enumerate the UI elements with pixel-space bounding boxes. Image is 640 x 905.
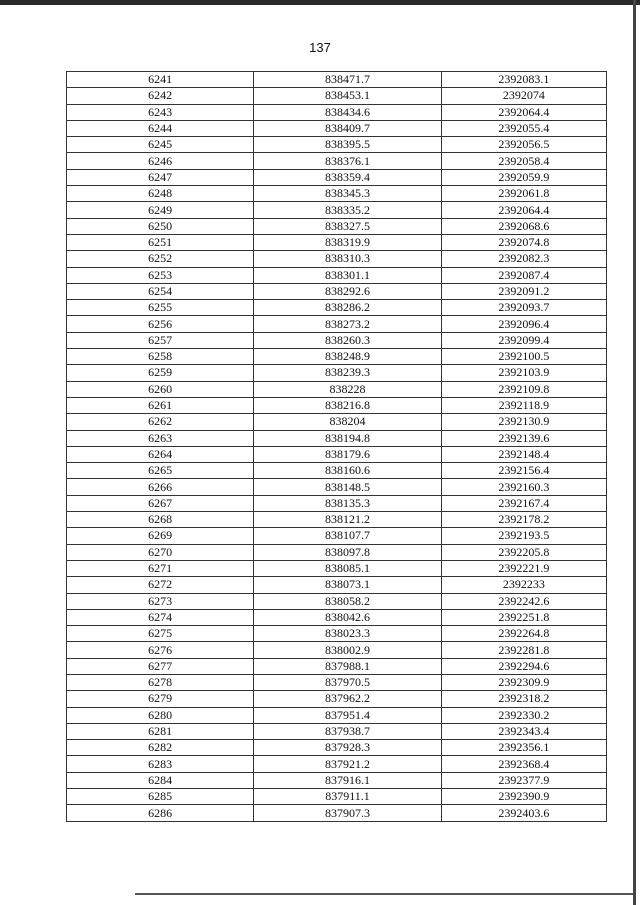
x-coordinate-cell: 838228 xyxy=(254,381,441,397)
y-coordinate-cell: 2392093.7 xyxy=(441,300,606,316)
point-id-cell: 6258 xyxy=(67,349,254,365)
x-coordinate-cell: 837951.4 xyxy=(254,707,441,723)
table-row xyxy=(67,674,607,690)
point-id-cell: 6241 xyxy=(67,72,254,88)
table-row xyxy=(67,723,607,739)
x-coordinate-cell: 838073.1 xyxy=(254,577,441,593)
page-bottom-border xyxy=(135,893,633,895)
point-id-cell: 6252 xyxy=(67,251,254,267)
point-id-cell: 6242 xyxy=(67,88,254,104)
table-row xyxy=(67,153,607,169)
y-coordinate-cell: 2392087.4 xyxy=(441,267,606,283)
page-top-border xyxy=(0,0,640,5)
point-id-cell: 6257 xyxy=(67,332,254,348)
y-coordinate-cell: 2392118.9 xyxy=(441,397,606,413)
point-id-cell: 6282 xyxy=(67,740,254,756)
point-id-cell: 6280 xyxy=(67,707,254,723)
table-row xyxy=(67,218,607,234)
x-coordinate-cell: 838395.5 xyxy=(254,137,441,153)
table-row xyxy=(67,202,607,218)
point-id-cell: 6274 xyxy=(67,609,254,625)
x-coordinate-cell: 838273.2 xyxy=(254,316,441,332)
table-row xyxy=(67,560,607,576)
table-row xyxy=(67,120,607,136)
y-coordinate-cell: 2392074 xyxy=(441,88,606,104)
x-coordinate-cell: 838376.1 xyxy=(254,153,441,169)
point-id-cell: 6262 xyxy=(67,414,254,430)
point-id-cell: 6255 xyxy=(67,300,254,316)
point-id-cell: 6259 xyxy=(67,365,254,381)
x-coordinate-cell: 838194.8 xyxy=(254,430,441,446)
table-row xyxy=(67,414,607,430)
point-id-cell: 6276 xyxy=(67,642,254,658)
point-id-cell: 6267 xyxy=(67,495,254,511)
point-id-cell: 6284 xyxy=(67,772,254,788)
point-id-cell: 6263 xyxy=(67,430,254,446)
y-coordinate-cell: 2392251.8 xyxy=(441,609,606,625)
x-coordinate-cell: 838097.8 xyxy=(254,544,441,560)
y-coordinate-cell: 2392233 xyxy=(441,577,606,593)
x-coordinate-cell: 838335.2 xyxy=(254,202,441,218)
point-id-cell: 6273 xyxy=(67,593,254,609)
y-coordinate-cell: 2392377.9 xyxy=(441,772,606,788)
table-row xyxy=(67,691,607,707)
point-id-cell: 6271 xyxy=(67,560,254,576)
x-coordinate-cell: 837907.3 xyxy=(254,805,441,821)
x-coordinate-cell: 837938.7 xyxy=(254,723,441,739)
y-coordinate-cell: 2392221.9 xyxy=(441,560,606,576)
table-row xyxy=(67,658,607,674)
point-id-cell: 6245 xyxy=(67,137,254,153)
point-id-cell: 6264 xyxy=(67,446,254,462)
table-row xyxy=(67,593,607,609)
point-id-cell: 6247 xyxy=(67,169,254,185)
y-coordinate-cell: 2392082.3 xyxy=(441,251,606,267)
x-coordinate-cell: 838204 xyxy=(254,414,441,430)
table-row xyxy=(67,544,607,560)
table-row xyxy=(67,609,607,625)
y-coordinate-cell: 2392130.9 xyxy=(441,414,606,430)
table-row xyxy=(67,463,607,479)
x-coordinate-cell: 838239.3 xyxy=(254,365,441,381)
y-coordinate-cell: 2392309.9 xyxy=(441,674,606,690)
point-id-cell: 6278 xyxy=(67,674,254,690)
table-row xyxy=(67,397,607,413)
x-coordinate-cell: 838042.6 xyxy=(254,609,441,625)
x-coordinate-cell: 838310.3 xyxy=(254,251,441,267)
x-coordinate-cell: 838085.1 xyxy=(254,560,441,576)
x-coordinate-cell: 838292.6 xyxy=(254,283,441,299)
y-coordinate-cell: 2392294.6 xyxy=(441,658,606,674)
y-coordinate-cell: 2392099.4 xyxy=(441,332,606,348)
x-coordinate-cell: 837988.1 xyxy=(254,658,441,674)
x-coordinate-cell: 838135.3 xyxy=(254,495,441,511)
x-coordinate-cell: 838409.7 xyxy=(254,120,441,136)
y-coordinate-cell: 2392068.6 xyxy=(441,218,606,234)
x-coordinate-cell: 838319.9 xyxy=(254,234,441,250)
y-coordinate-cell: 2392056.5 xyxy=(441,137,606,153)
table-row xyxy=(67,805,607,821)
y-coordinate-cell: 2392074.8 xyxy=(441,234,606,250)
x-coordinate-cell: 838301.1 xyxy=(254,267,441,283)
table-row xyxy=(67,512,607,528)
x-coordinate-cell: 837916.1 xyxy=(254,772,441,788)
x-coordinate-cell: 837970.5 xyxy=(254,674,441,690)
point-id-cell: 6269 xyxy=(67,528,254,544)
x-coordinate-cell: 838148.5 xyxy=(254,479,441,495)
table-row xyxy=(67,740,607,756)
table-row xyxy=(67,137,607,153)
x-coordinate-cell: 837962.2 xyxy=(254,691,441,707)
x-coordinate-cell: 837928.3 xyxy=(254,740,441,756)
point-id-cell: 6261 xyxy=(67,397,254,413)
table-row xyxy=(67,104,607,120)
point-id-cell: 6275 xyxy=(67,626,254,642)
y-coordinate-cell: 2392205.8 xyxy=(441,544,606,560)
table-row xyxy=(67,88,607,104)
table-row xyxy=(67,577,607,593)
x-coordinate-cell: 837921.2 xyxy=(254,756,441,772)
table-row xyxy=(67,72,607,88)
table-row xyxy=(67,300,607,316)
point-id-cell: 6254 xyxy=(67,283,254,299)
table-row xyxy=(67,251,607,267)
y-coordinate-cell: 2392318.2 xyxy=(441,691,606,707)
point-id-cell: 6270 xyxy=(67,544,254,560)
table-row xyxy=(67,772,607,788)
y-coordinate-cell: 2392083.1 xyxy=(441,72,606,88)
table-row xyxy=(67,267,607,283)
y-coordinate-cell: 2392160.3 xyxy=(441,479,606,495)
y-coordinate-cell: 2392390.9 xyxy=(441,789,606,805)
point-id-cell: 6277 xyxy=(67,658,254,674)
point-id-cell: 6283 xyxy=(67,756,254,772)
y-coordinate-cell: 2392061.8 xyxy=(441,186,606,202)
y-coordinate-cell: 2392091.2 xyxy=(441,283,606,299)
point-id-cell: 6246 xyxy=(67,153,254,169)
table-row xyxy=(67,642,607,658)
point-id-cell: 6250 xyxy=(67,218,254,234)
table-row xyxy=(67,626,607,642)
x-coordinate-cell: 838345.3 xyxy=(254,186,441,202)
y-coordinate-cell: 2392343.4 xyxy=(441,723,606,739)
y-coordinate-cell: 2392242.6 xyxy=(441,593,606,609)
x-coordinate-cell: 838359.4 xyxy=(254,169,441,185)
y-coordinate-cell: 2392368.4 xyxy=(441,756,606,772)
x-coordinate-cell: 837911.1 xyxy=(254,789,441,805)
point-id-cell: 6279 xyxy=(67,691,254,707)
y-coordinate-cell: 2392193.5 xyxy=(441,528,606,544)
table-row xyxy=(67,446,607,462)
y-coordinate-cell: 2392139.6 xyxy=(441,430,606,446)
point-id-cell: 6256 xyxy=(67,316,254,332)
table-row xyxy=(67,349,607,365)
coordinates-table xyxy=(66,71,607,822)
x-coordinate-cell: 838216.8 xyxy=(254,397,441,413)
x-coordinate-cell: 838160.6 xyxy=(254,463,441,479)
y-coordinate-cell: 2392156.4 xyxy=(441,463,606,479)
x-coordinate-cell: 838002.9 xyxy=(254,642,441,658)
point-id-cell: 6243 xyxy=(67,104,254,120)
y-coordinate-cell: 2392178.2 xyxy=(441,512,606,528)
y-coordinate-cell: 2392403.6 xyxy=(441,805,606,821)
table-row xyxy=(67,495,607,511)
y-coordinate-cell: 2392330.2 xyxy=(441,707,606,723)
point-id-cell: 6248 xyxy=(67,186,254,202)
x-coordinate-cell: 838058.2 xyxy=(254,593,441,609)
point-id-cell: 6260 xyxy=(67,381,254,397)
x-coordinate-cell: 838286.2 xyxy=(254,300,441,316)
x-coordinate-cell: 838179.6 xyxy=(254,446,441,462)
x-coordinate-cell: 838434.6 xyxy=(254,104,441,120)
y-coordinate-cell: 2392100.5 xyxy=(441,349,606,365)
point-id-cell: 6285 xyxy=(67,789,254,805)
point-id-cell: 6244 xyxy=(67,120,254,136)
point-id-cell: 6272 xyxy=(67,577,254,593)
point-id-cell: 6286 xyxy=(67,805,254,821)
y-coordinate-cell: 2392059.9 xyxy=(441,169,606,185)
y-coordinate-cell: 2392064.4 xyxy=(441,202,606,218)
x-coordinate-cell: 838471.7 xyxy=(254,72,441,88)
y-coordinate-cell: 2392055.4 xyxy=(441,120,606,136)
y-coordinate-cell: 2392281.8 xyxy=(441,642,606,658)
point-id-cell: 6268 xyxy=(67,512,254,528)
table-row xyxy=(67,528,607,544)
table-row xyxy=(67,756,607,772)
y-coordinate-cell: 2392356.1 xyxy=(441,740,606,756)
table-row xyxy=(67,430,607,446)
point-id-cell: 6265 xyxy=(67,463,254,479)
y-coordinate-cell: 2392264.8 xyxy=(441,626,606,642)
point-id-cell: 6251 xyxy=(67,234,254,250)
table-row xyxy=(67,332,607,348)
x-coordinate-cell: 838248.9 xyxy=(254,349,441,365)
table-row xyxy=(67,381,607,397)
x-coordinate-cell: 838121.2 xyxy=(254,512,441,528)
page-number: 137 xyxy=(309,40,331,55)
point-id-cell: 6281 xyxy=(67,723,254,739)
y-coordinate-cell: 2392096.4 xyxy=(441,316,606,332)
table-row xyxy=(67,316,607,332)
page-right-border xyxy=(633,0,636,905)
x-coordinate-cell: 838107.7 xyxy=(254,528,441,544)
x-coordinate-cell: 838023.3 xyxy=(254,626,441,642)
x-coordinate-cell: 838327.5 xyxy=(254,218,441,234)
point-id-cell: 6266 xyxy=(67,479,254,495)
table-row xyxy=(67,479,607,495)
y-coordinate-cell: 2392058.4 xyxy=(441,153,606,169)
point-id-cell: 6253 xyxy=(67,267,254,283)
table-row xyxy=(67,234,607,250)
y-coordinate-cell: 2392103.9 xyxy=(441,365,606,381)
y-coordinate-cell: 2392167.4 xyxy=(441,495,606,511)
y-coordinate-cell: 2392148.4 xyxy=(441,446,606,462)
point-id-cell: 6249 xyxy=(67,202,254,218)
x-coordinate-cell: 838260.3 xyxy=(254,332,441,348)
table-row xyxy=(67,789,607,805)
table-row xyxy=(67,186,607,202)
table-row xyxy=(67,169,607,185)
y-coordinate-cell: 2392109.8 xyxy=(441,381,606,397)
table-row xyxy=(67,707,607,723)
x-coordinate-cell: 838453.1 xyxy=(254,88,441,104)
coordinates-table-body xyxy=(67,72,607,822)
table-row xyxy=(67,365,607,381)
y-coordinate-cell: 2392064.4 xyxy=(441,104,606,120)
table-row xyxy=(67,283,607,299)
